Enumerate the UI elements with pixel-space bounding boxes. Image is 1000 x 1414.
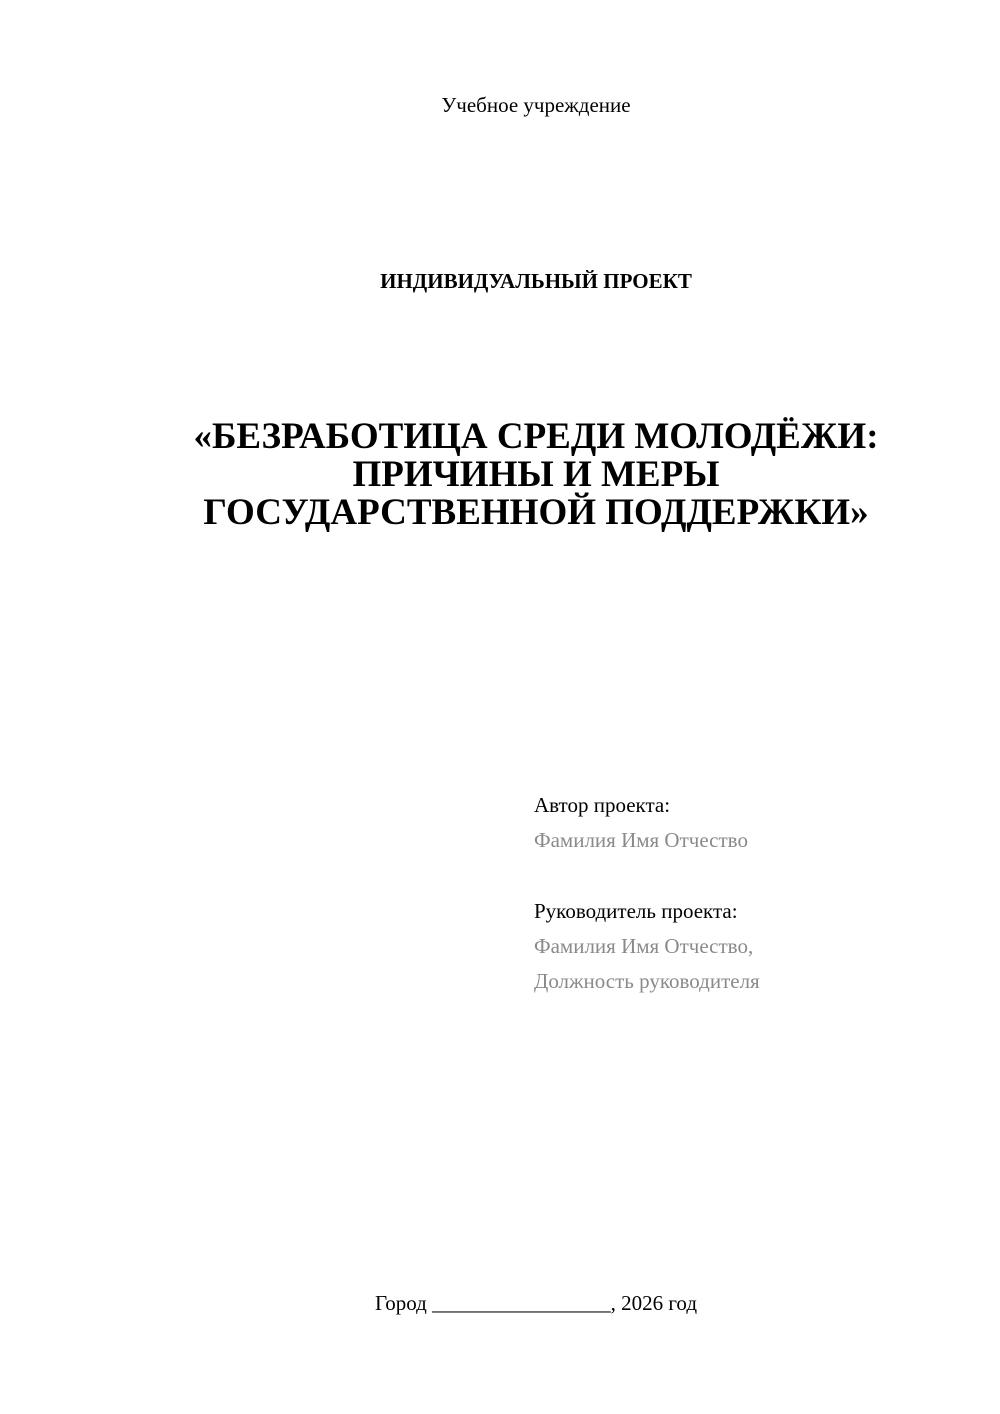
project-title-line: ПРИЧИНЫ И МЕРЫ <box>352 454 720 495</box>
supervisor-label: Руководитель проекта: <box>534 899 738 923</box>
supervisor-block <box>534 894 974 999</box>
project-title-line: ГОСУДАРСТВЕННОЙ ПОДДЕРЖКИ» <box>203 492 869 533</box>
author-block <box>534 788 974 858</box>
project-title-line: «БЕЗРАБОТИЦА СРЕДИ МОЛОДЁЖИ: <box>193 416 879 457</box>
supervisor-name-placeholder: Фамилия Имя Отчество, <box>534 934 754 958</box>
project-title <box>0 418 1000 532</box>
supervisor-position-placeholder: Должность руководителя <box>534 969 760 993</box>
author-name-placeholder: Фамилия Имя Отчество <box>534 828 748 852</box>
author-label: Автор проекта: <box>534 793 671 817</box>
institution-name: Учебное учреждение <box>441 93 631 117</box>
city-year-line: Город _________________, 2026 год <box>374 1291 698 1315</box>
project-type-heading: ИНДИВИДУАЛЬНЫЙ ПРОЕКТ <box>380 269 692 293</box>
